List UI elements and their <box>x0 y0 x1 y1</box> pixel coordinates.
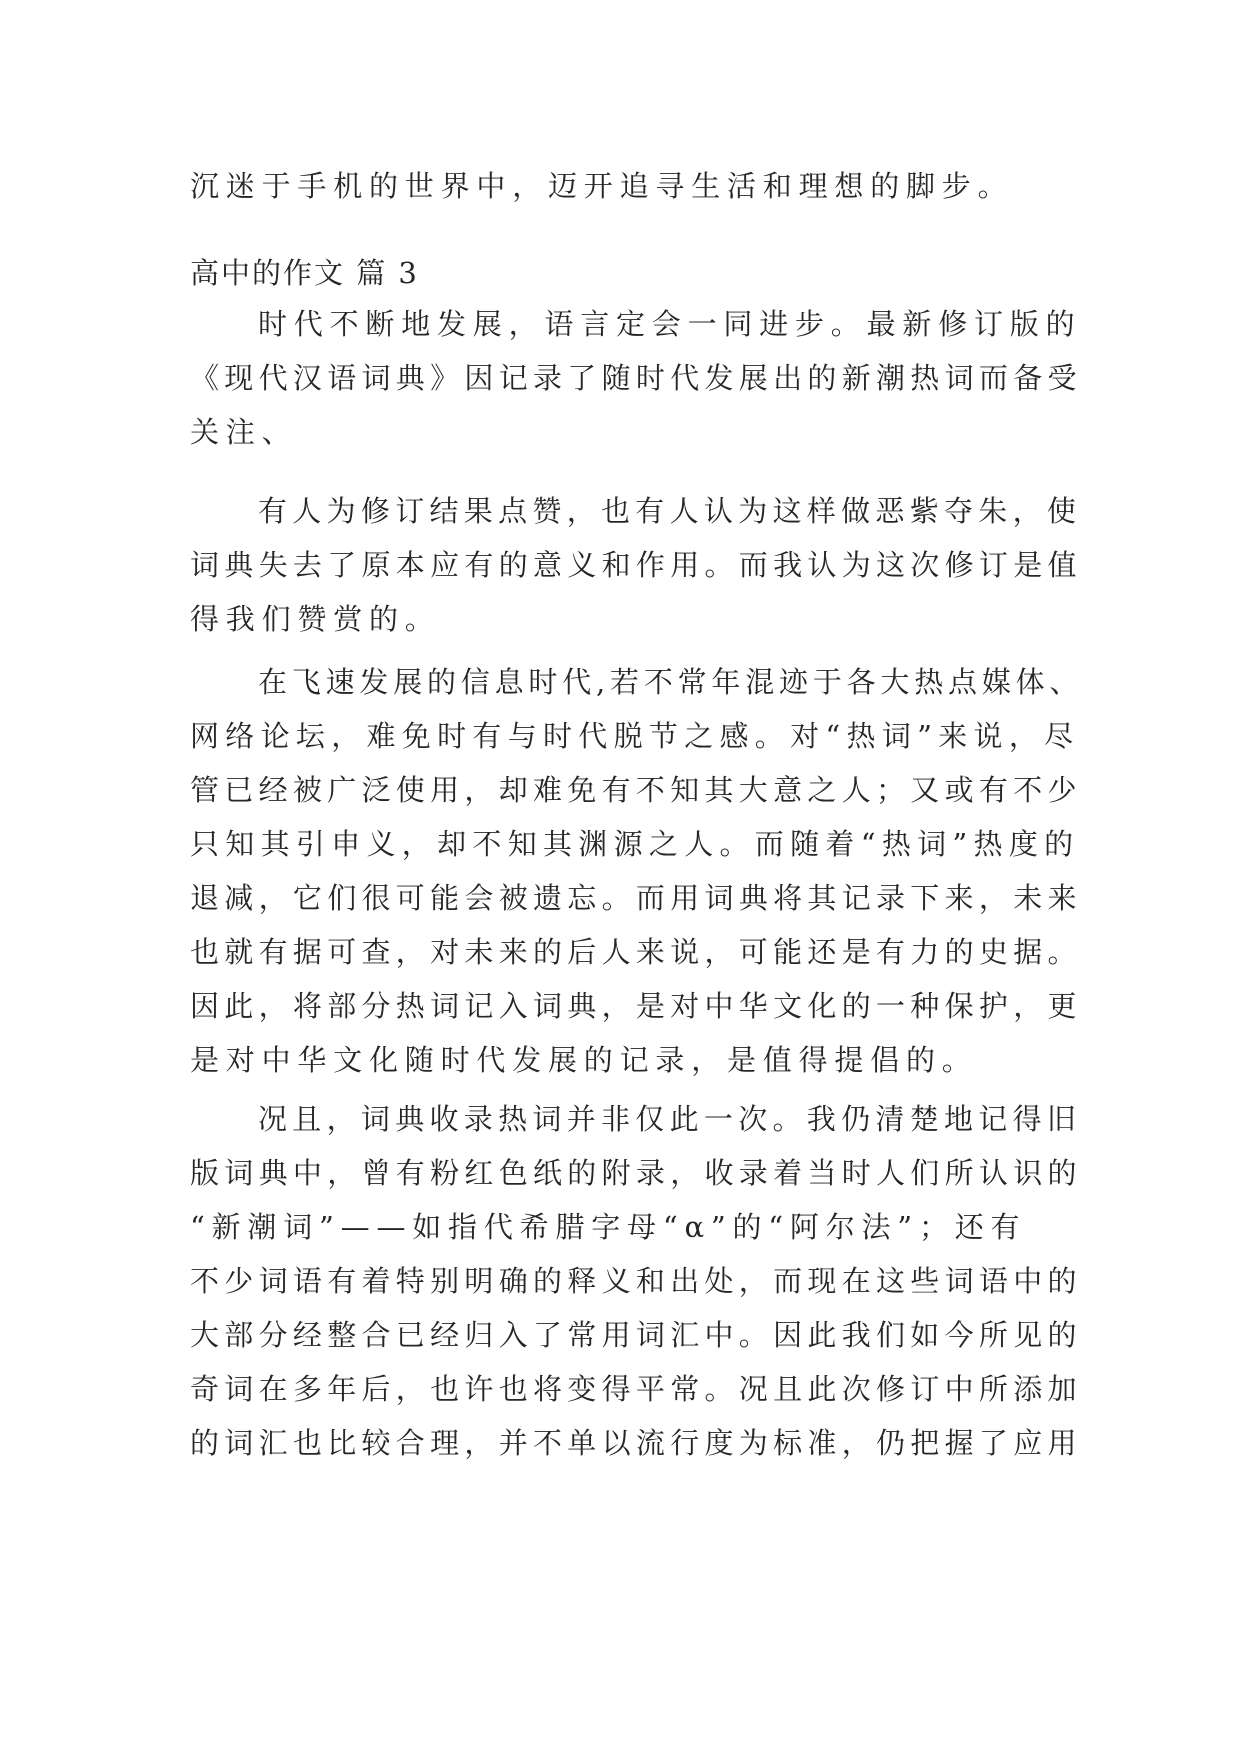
paragraph-line: 《现代汉语词典》因记录了随时代发展出的新潮热词而备受 <box>190 361 1082 395</box>
paragraph-line: 管已经被广泛使用，却难免有不知其大意之人；又或有不少 <box>190 773 1082 807</box>
paragraph-line: 版词典中，曾有粉红色纸的附录，收录着当时人们所认识的 <box>190 1156 1082 1190</box>
paragraph-line: 关注、 <box>190 415 298 449</box>
paragraph-line: 有人为修订结果点赞，也有人认为这样做恶紫夺朱，使 <box>258 494 1082 528</box>
paragraph-line: 因此，将部分热词记入词典，是对中华文化的一种保护，更 <box>190 989 1082 1023</box>
previous-essay-last-line: 沉迷于手机的世界中，迈开追寻生活和理想的脚步。 <box>190 169 1014 203</box>
essay-heading: 高中的作文 篇 3 <box>190 256 419 290</box>
paragraph-line: 不少词语有着特别明确的释义和出处，而现在这些词语中的 <box>190 1264 1082 1298</box>
paragraph-line: 的词汇也比较合理，并不单以流行度为标准，仍把握了应用 <box>190 1426 1082 1460</box>
paragraph-line: 在飞速发展的信息时代,若不常年混迹于各大热点媒体、 <box>258 665 1084 699</box>
paragraph-line: 也就有据可查，对未来的后人来说，可能还是有力的史据。 <box>190 935 1082 969</box>
paragraph-line: 得我们赞赏的。 <box>190 602 441 636</box>
paragraph-line: “新潮词”——如指代希腊字母“α”的“阿尔法”；还有 <box>190 1210 1027 1244</box>
paragraph-line: 词典失去了原本应有的意义和作用。而我认为这次修订是值 <box>190 548 1082 582</box>
paragraph-line: 退减，它们很可能会被遗忘。而用词典将其记录下来，未来 <box>190 881 1082 915</box>
paragraph-line: 只知其引申义，却不知其渊源之人。而随着“热词”热度的 <box>190 827 1080 861</box>
paragraph-line: 奇词在多年后，也许也将变得平常。况且此次修订中所添加 <box>190 1372 1082 1406</box>
paragraph-line: 况且，词典收录热词并非仅此一次。我仍清楚地记得旧 <box>258 1102 1082 1136</box>
paragraph-line: 时代不断地发展，语言定会一同进步。最新修订版的 <box>258 307 1082 341</box>
paragraph-line: 大部分经整合已经归入了常用词汇中。因此我们如今所见的 <box>190 1318 1082 1352</box>
paragraph-line: 是对中华文化随时代发展的记录，是值得提倡的。 <box>190 1043 978 1077</box>
paragraph-line: 网络论坛，难免时有与时代脱节之感。对“热词”来说，尽 <box>190 719 1080 753</box>
